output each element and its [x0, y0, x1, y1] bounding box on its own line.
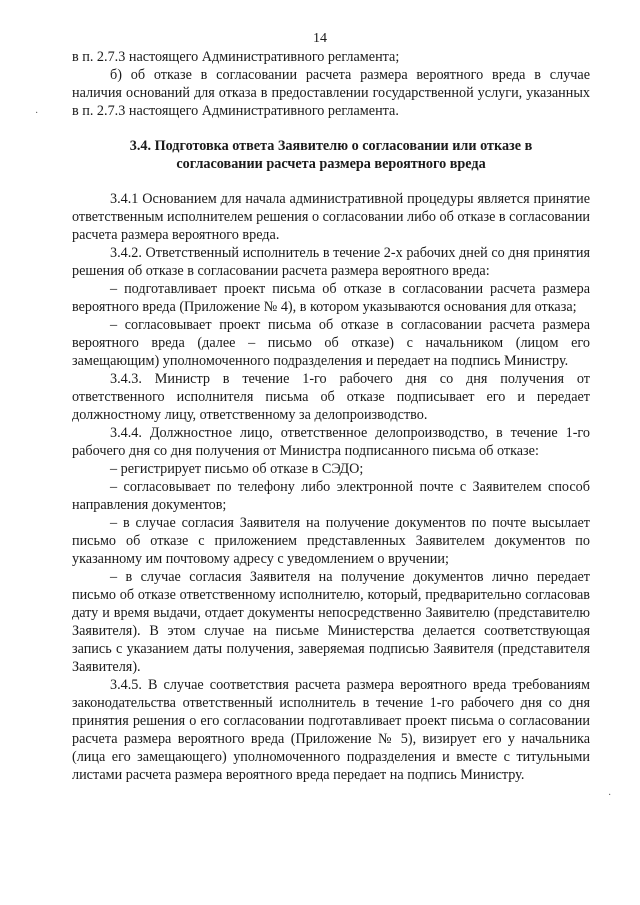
document-body — [72, 48, 590, 784]
list-item-approve-refusal: – согласовывает проект письма об отказе в согласовании расчета размера вероятного вреда (далее – письмо об отказе) с начальником (лицом его замещающим) уполномоченного подразделения и передает на подпись Министру. — [72, 317, 590, 369]
paragraph-3-4-5: 3.4.5. В случае соответствия расчета размера вероятного вреда требованиям законодательства ответственный исполнитель в течение 1-го рабочего дня со дня принятия решения о его согласовании подготавливает проект письма о согласовании расчета размера вероятного вреда (Приложение № 5), визирует его у начальника (лица его замещающего) уполномоченного подразделения и вместе с титульными листами расчета размера вероятного вреда передает на подпись Министру. — [72, 677, 590, 783]
scan-mark: · — [35, 108, 39, 119]
paragraph-item-b: б) об отказе в согласовании расчета размера вероятного вреда в случае наличия оснований для отказа в предоставлении государственной услуги, указанных в п. 2.7.3 настоящего Административного регламента. — [72, 67, 590, 119]
paragraph-continuation: в п. 2.7.3 настоящего Административного регламента; — [72, 49, 400, 65]
list-item-prepare-refusal: – подготавливает проект письма об отказе в согласовании расчета размера вероятного вреда (Приложение № 4), в котором указываются основания для отказа; — [72, 281, 590, 315]
page-number: 14 — [313, 31, 327, 46]
paragraph-3-4-3: 3.4.3. Министр в течение 1-го рабочего дня со дня получения от ответственного исполнителя письма об отказе подписывает его и передает должностному лицу, ответственному за делопроизводство. — [72, 371, 590, 423]
scan-mark: · — [608, 790, 612, 801]
list-item-agree-method: – согласовывает по телефону либо электронной почте с Заявителем способ направления документов; — [72, 479, 590, 513]
list-item-register: – регистрирует письмо об отказе в СЭДО; — [110, 461, 364, 477]
paragraph-3-4-1: 3.4.1 Основанием для начала административной процедуры является принятие ответственным исполнителем решения о согласовании либо об отказе в согласовании расчета размера вероятного вреда. — [72, 191, 591, 243]
list-item-mail: – в случае согласия Заявителя на получение документов по почте высылает письмо об отказе с приложением представленных Заявителем документов по указанному им почтовому адресу с уведомлением о вручении; — [72, 515, 590, 567]
list-item-in-person: – в случае согласия Заявителя на получение документов лично передает письмо об отказе ответственному исполнителю, который, предварительно согласовав дату и время выдачи, отдает документы непосредственно Заявителю (представителю Заявителя). В этом случае на письме Министерства делается соответствующая запись с указанием даты получения, заверяемая подписью Заявителя (представителя Заявителя). — [72, 569, 590, 675]
paragraph-3-4-2: 3.4.2. Ответственный исполнитель в течение 2-х рабочих дней со дня принятия решения об отказе в согласовании расчета размера вероятного вреда: — [72, 245, 590, 279]
paragraph-3-4-4: 3.4.4. Должностное лицо, ответственное делопроизводство, в течение 1-го рабочего дня со дня получения от Министра подписанного письма об отказе: — [72, 425, 590, 459]
section-heading-3-4: 3.4. Подготовка ответа Заявителю о согласовании или отказе в согласовании расчета размера вероятного вреда — [129, 138, 533, 172]
